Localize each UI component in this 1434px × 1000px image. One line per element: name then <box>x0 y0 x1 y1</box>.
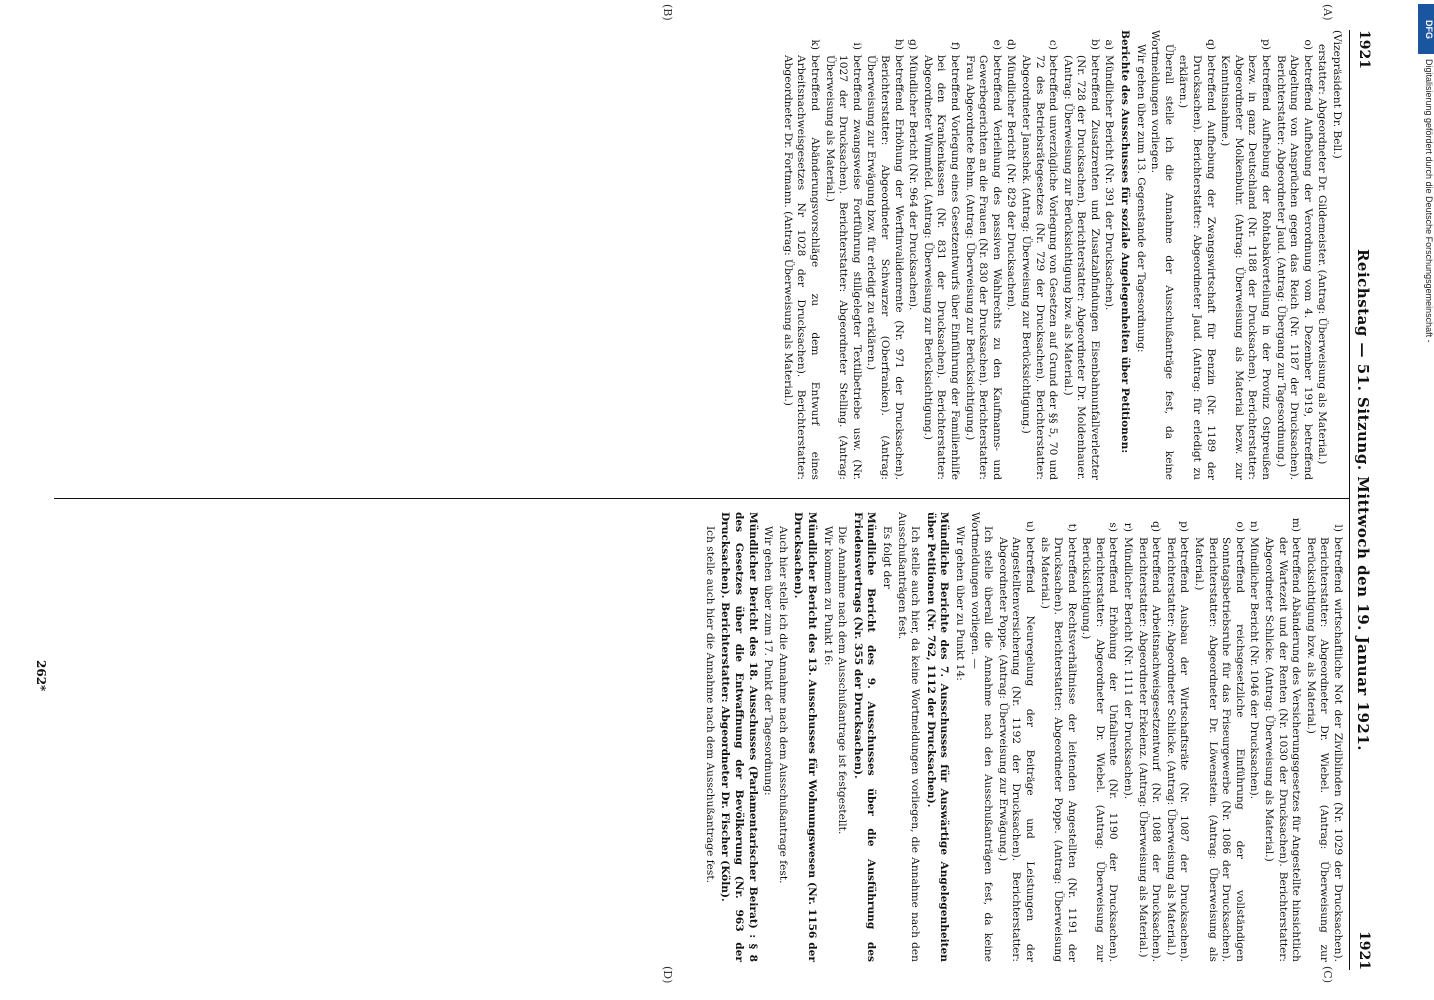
item-label: q) <box>1150 521 1163 532</box>
list-item <box>780 30 821 480</box>
item-label: l) <box>1332 524 1344 532</box>
item-text: betreffend Erhöhung der Unfallrente (Nr. 1190 der Drucksachen). Berichterstatter: Abgeordneter Dr. Wiebel. (Antrag: Überweisung zur Berücksichtigung.) <box>1080 537 1120 962</box>
paragraph: Ich stelle auch hier, da keine Wortmeldungen vorliegen, die Annahme nach den Ausschußanträgen fest. <box>895 512 922 962</box>
paragraph: Wir gehen über zum 17. Punkt der Tagesordnung: <box>762 526 775 796</box>
item-label: d) <box>1005 39 1018 50</box>
paragraph: Ich stelle auch hier die Annahme nach dem Ausschußantrage fest. <box>703 526 716 883</box>
item-text: betreffend wirtschaftliche Not der Zivilblinden (Nr. 1029 der Drucksachen). Berichterstatter: Abgeordneter Dr. Wiebel. (Antrag: Überweisung zur Berücksichtigung bzw. als Material.) <box>1304 537 1344 962</box>
paragraph: Überall stelle ich die Annahme der Ausschußanträge fest, da keine Wortmeldungen vorliegen. <box>1149 30 1175 480</box>
right-column <box>701 512 1344 962</box>
item-text: betreffend Verleihung des passiven Wahlrechts zu den Kaufmanns- und Gewerbegerichten an die Frauen (Nr. 830 der Drucksachen). Berichterstatter: Frau Abgeordnete Behm. (Antrag: Überweisung zur Berücksichtigung.) <box>963 55 1003 480</box>
paragraph: Wir gehen über zu Punkt 14: <box>953 526 966 681</box>
list-item <box>1303 512 1344 962</box>
left-column <box>779 30 1344 480</box>
item-text: betreffend Zusatzrenten und Zusatzabfindungen Eisenbahnunfallverletzter (Nr. 728 der Drucksachen). Berichterstatter: Abgeordneter Dr. Moldenhauer. (Antrag: Überweisung zur Berücksichtigung bzw. als Material.) <box>1061 55 1101 480</box>
item-label: t) <box>1065 523 1078 532</box>
section-heading: Mündlicher Bericht des 18. Ausschusses (Parlamentarischer Beirat) : § 8 des Gesetzes über die Entwaffnung der Bevölkerung (Nr. 963 der Drucksachen). Berichterstatter: Abgeordneter Dr. Fischer (Köln). <box>719 512 759 962</box>
header-rule <box>1349 30 1350 970</box>
list-item <box>864 30 905 480</box>
list-item <box>962 30 1003 480</box>
page-header: Reichstag — 51. Sitzung. Mittwoch den 19. Januar 1921. <box>1354 248 1372 752</box>
item-text: betreffend Aufhebung der Verordnung vom 4. Dezember 1919, betreffend Abgeltung von Ansprüchen gegen das Reich (Nr. 1187 der Drucksachen). Berichterstatter: Abgeordneter Jaud. (Antrag: Übergang zur Tagesordnung.) <box>1274 55 1314 480</box>
item-text: betreffend Erhöhung der Werftinvalidenrente (Nr. 971 der Drucksachen). Berichterstatter: Abgeordneter Schwarzer (Oberfranken). (Antrag: Überweisung zur Erwägung bzw. für erledigt zu erklären.) <box>865 55 905 480</box>
item-label: u) <box>1023 521 1036 532</box>
list-item <box>1163 512 1190 962</box>
list-item <box>822 30 863 480</box>
list-item <box>1121 512 1135 962</box>
item-label: e) <box>990 39 1003 50</box>
list-item <box>906 30 920 480</box>
list-item <box>995 512 1036 962</box>
item-text: betreffend Vorlegung eines Gesetzentwurfs über Einführung der Familienhilfe bei den Krankenkassen (Nr. 831 der Drucksachen). Berichterstatter: Abgeordneter Wimmfeld. (Antrag: Überweisung zur Berücksichtigung.) <box>921 55 961 480</box>
dfg-logo: DFG <box>1418 4 1434 54</box>
paragraph: Wir kommen zu Punkt 16: <box>821 526 834 666</box>
margin-mark-b: (B) <box>661 4 674 21</box>
list-item <box>1261 512 1302 962</box>
list-item <box>920 30 961 480</box>
item-label: n) <box>1248 521 1261 532</box>
item-label: p) <box>1178 521 1191 532</box>
item-text: betreffend zwangsweise Fortführung stillgelegter Textilbetriebe usw. (Nr. 1027 der Drucksachen). Berichterstatter: Abgeordneter Stelling. (Antrag: Überweisung als Material.) <box>823 55 863 480</box>
column-divider <box>54 498 1350 499</box>
list-item <box>1079 512 1120 962</box>
item-text: betreffend Neuregelung der Beiträge und Leistungen der Angestelltenversicherung (Nr. 1192 der Drucksachen). Berichterstatter: Abgeordneter Poppe. (Antrag: Überweisung zur Erwägung.) <box>996 537 1036 962</box>
paragraph: Die Annahme nach dem Ausschußantrage ist festgestellt. <box>836 526 849 835</box>
list-item <box>1191 512 1245 962</box>
list-item <box>1102 30 1116 480</box>
item-text: betreffend Abänderung des Versicherungsgesetzes für Angestellte hinsichtlich der Wartezeit und der Renten (Nr. 1030 der Drucksachen). Berichterstatter: Abgeordneter Schlicke. (Antrag: Überweisung als Material.) <box>1263 537 1303 962</box>
item-text: Mündlicher Bericht (Nr. 964 der Drucksachen). <box>907 55 920 311</box>
item-label: g) <box>907 39 920 50</box>
paragraph: Wir gehen über zum 13. Gegenstande der Tagesordnung: <box>1134 44 1147 353</box>
item-label: i) <box>850 42 863 50</box>
footer-number: 262* <box>34 660 48 692</box>
item-text: betreffend Arbeitsnachweisgesetzentwurf (Nr. 1088 der Drucksachen). Berichterstatter: Abgeordneter Erkelenz. (Antrag: Überweisung als Material.) <box>1136 537 1163 962</box>
paragraph: Auch hier stelle ich die Annahme nach dem Ausschußantrage fest. <box>776 526 789 884</box>
list-item <box>1018 30 1059 480</box>
list-item <box>1247 512 1261 962</box>
item-text: betreffend Rechtsverhältnisse der leitenden Angestellten (Nr. 1191 der Drucksachen). Berichterstatter: Abgeordneter Poppe. (Antrag: Überweisung als Material.) <box>1038 537 1078 962</box>
list-item <box>1135 512 1162 962</box>
item-label: a) <box>1103 39 1116 50</box>
item-label: f) <box>948 41 961 50</box>
margin-mark-c: (C) <box>1321 966 1334 983</box>
paragraph: erstatter: Abgeordneter Dr. Gildemeister. (Antrag: Überweisung als Material.) <box>1316 44 1329 465</box>
paragraph: Ich stelle überall die Annahme nach den Ausschußanträgen fest, da keine Wortmeldungen vorliegen. — <box>968 512 995 962</box>
section-heading: Berichte des Ausschusses für soziale Angelegenheiten über Petitionen: <box>1119 30 1132 454</box>
digitization-strip <box>1418 4 1434 996</box>
item-text: betreffend reichsgesetzliche Einführung der vollständigen Sonntagsbetriebsruhe für das Friseurgewerbe (Nr. 1086 der Drucksachen). Berichterstatter: Abgeordneter Dr. Löwenstein. (Antrag: Überweisung als Material.) <box>1193 537 1246 962</box>
page-number-left: 1921 <box>1356 30 1372 69</box>
list-item <box>1273 30 1314 480</box>
item-label: c) <box>1047 39 1060 50</box>
section-heading: Mündliche Berichte des 7. Ausschusses für Auswärtige Angelegenheiten über Petitionen (Nr. 762, 1112 der Drucksachen). <box>924 512 951 962</box>
list-item <box>1176 30 1217 480</box>
item-label: o) <box>1301 39 1314 50</box>
section-heading: Mündlicher Bericht des 13. Ausschusses für Wohnungswesen (Nr. 1156 der Drucksachen). <box>792 512 819 962</box>
digitization-notice: Digitalisierung gefördert durch die Deutsche Forschungsgemeinschaft - <box>1424 59 1434 343</box>
item-label: o) <box>1233 521 1246 532</box>
list-item <box>1218 30 1272 480</box>
item-label: b) <box>1088 39 1101 50</box>
item-label: r) <box>1122 522 1135 532</box>
item-text: betreffend unverzügliche Vorlegung von Gesetzen auf Grund der §§ 5, 70 und 72 des Betriebsrätegesetzes (Nr. 729 der Drucksachen). Berichterstatter: Abgeordneter Janschek. (Antrag: Überweisung zur Berücksichtigung.) <box>1019 55 1060 480</box>
page-number-right: 1921 <box>1356 931 1372 970</box>
list-item <box>1037 512 1078 962</box>
speaker-line: (Vizepräsident Dr. Bell.) <box>1331 30 1343 159</box>
item-text: Mündlicher Bericht (Nr. 1111 der Drucksachen). <box>1122 537 1135 800</box>
item-label: k) <box>809 39 822 50</box>
item-label: h) <box>892 39 905 50</box>
margin-mark-d: (D) <box>661 966 674 984</box>
paragraph: Es folgt der <box>881 526 893 589</box>
item-text: betreffend Abänderungsvorschläge zu dem Entwurf eines Arbeitsnachweisgesetzes Nr 1028 der Drucksachen). Berichterstatter: Abgeordneter Dr. Fortmann. (Antrag: Überweisung als Material.) <box>781 55 822 480</box>
margin-mark-a: (A) <box>1321 4 1334 21</box>
item-label: m) <box>1290 517 1303 532</box>
item-label: s) <box>1107 522 1120 532</box>
item-label: p) <box>1260 39 1273 50</box>
item-label: q) <box>1204 39 1217 50</box>
item-text: Mündlicher Bericht (Nr. 1046 der Drucksachen). <box>1248 537 1261 800</box>
item-text: Mündlicher Bericht (Nr. 391 der Drucksachen). <box>1103 55 1116 311</box>
item-text: betreffend Aufhebung der Rohtabakverteilung in der Provinz Ostpreußen bezw. in ganz Deutschland (Nr. 1188 der Drucksachen). Berichterstatter: Abgeordneter Molkenbuhr. (Antrag: Überweisung als Material bezw. zur Kenntnisnahme.) <box>1219 55 1273 480</box>
list-item <box>1060 30 1101 480</box>
item-text: betreffend Aufhebung der Zwangswirtschaft für Benzin (Nr. 1189 der Drucksachen). Berichterstatter: Abgeordneter Jaud. (Antrag: für erledigt zu erklären.) <box>1177 55 1217 480</box>
item-text: Mündlicher Bericht (Nr. 829 der Drucksachen). <box>1005 55 1018 311</box>
rotated-page <box>14 0 1374 1000</box>
list-item <box>1004 30 1018 480</box>
section-heading: Mündliche Bericht des 9. Ausschusses über die Ausführung des Friedensvertrags (Nr. 355 der Drucksachen). <box>851 512 878 962</box>
item-text: betreffend Ausbau der Wirtschaftsräte (Nr. 1087 der Drucksachen). Berichterstatter: Abgeordneter Schlicke. (Antrag: Überweisung als Material.) <box>1164 537 1191 962</box>
